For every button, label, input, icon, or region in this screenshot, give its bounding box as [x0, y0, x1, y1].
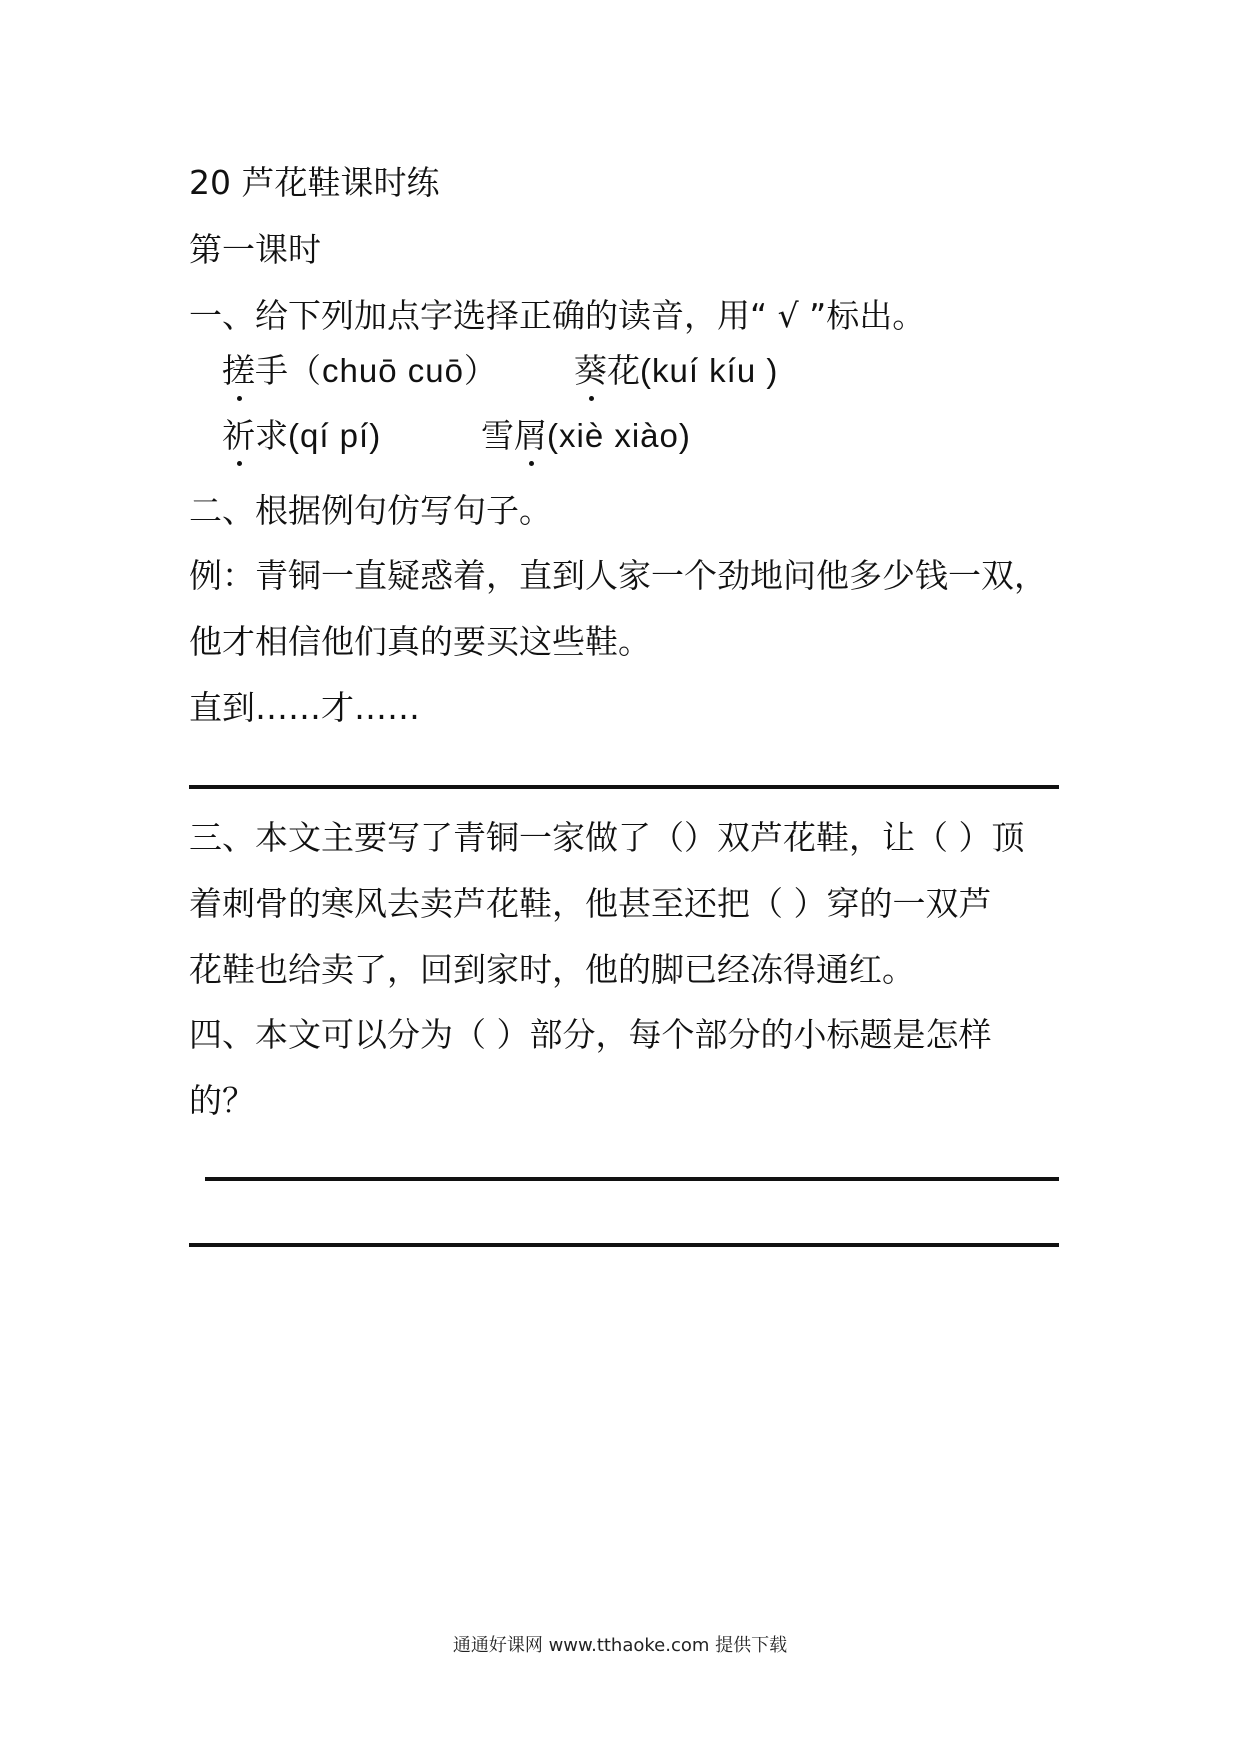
pinyin-item-3 — [222, 416, 381, 456]
example-sentence-line-1: 例：青铜一直疑惑着，直到人家一个劲地问他多少钱一双， — [189, 556, 1047, 595]
question-3-line-3: 花鞋也给卖了，回到家时，他的脚已经冻得通红。 — [189, 950, 915, 989]
footer-credit: 通通好课网 www.tthaoke.com 提供下载 — [452, 1635, 788, 1656]
question-1-prompt: 一、给下列加点字选择正确的读音，用“ √ ”标出。 — [189, 296, 926, 335]
question-3-line-2: 着刺骨的寒风去卖芦花鞋，他甚至还把（ ）穿的一双芦 — [189, 884, 992, 923]
dotted-character: 葵 — [574, 351, 607, 390]
worksheet-title: 20 芦花鞋课时练 — [189, 163, 440, 202]
question-4-line-2: 的？ — [189, 1081, 255, 1120]
answer-line[interactable] — [189, 785, 1059, 789]
example-sentence-line-2: 他才相信他们真的要买这些鞋。 — [189, 622, 651, 661]
item-character: 雪 — [481, 416, 514, 455]
pinyin-options: (xiè xiào) — [547, 417, 691, 454]
question-2-prompt: 二、根据例句仿写句子。 — [189, 491, 552, 530]
pinyin-options: (qí pí) — [288, 417, 382, 454]
item-character: 手 — [255, 351, 288, 390]
pinyin-options: （chuō cuō） — [288, 352, 498, 389]
pinyin-item-4 — [481, 416, 691, 456]
pinyin-options: (kuí kíu ) — [640, 352, 779, 389]
answer-line[interactable] — [189, 1243, 1059, 1247]
lesson-section: 第一课时 — [189, 230, 321, 269]
answer-line[interactable] — [205, 1177, 1059, 1181]
dotted-character: 搓 — [222, 351, 255, 390]
pinyin-item-2 — [574, 351, 778, 391]
question-4-line-1: 四、本文可以分为（ ）部分，每个部分的小标题是怎样 — [189, 1015, 992, 1054]
pinyin-item-1 — [222, 351, 498, 391]
question-3-line-1: 三、本文主要写了青铜一家做了（）双芦花鞋，让（ ）顶 — [189, 818, 1025, 857]
dotted-character: 屑 — [514, 416, 547, 455]
item-character: 花 — [607, 351, 640, 390]
dotted-character: 祈 — [222, 416, 255, 455]
sentence-pattern: 直到……才…… — [189, 688, 420, 727]
item-character: 求 — [255, 416, 288, 455]
